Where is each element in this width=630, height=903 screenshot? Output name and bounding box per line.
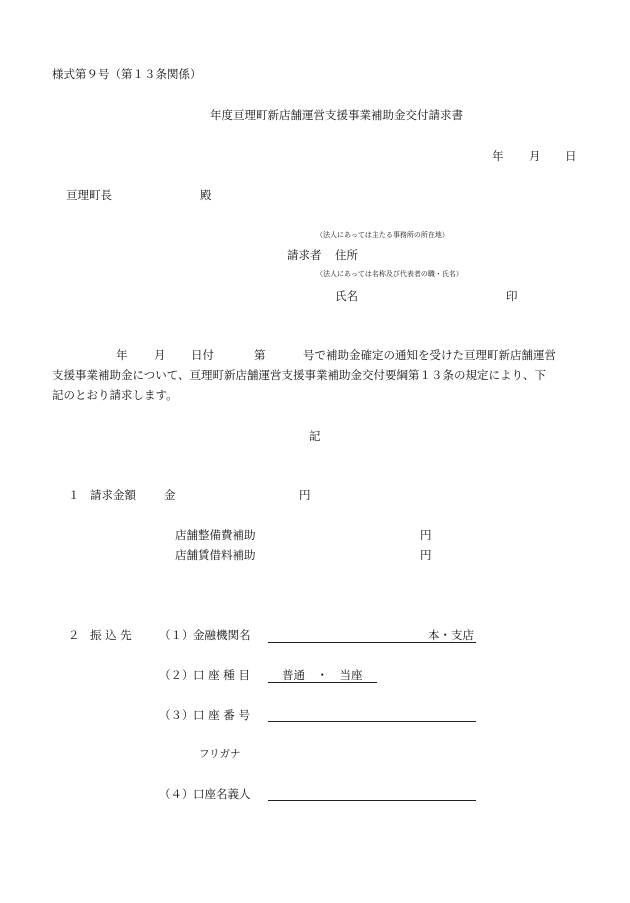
ref-no: 第 <box>254 348 266 362</box>
section2-number: ２ <box>68 628 80 642</box>
section1-label: 請求金額 <box>90 488 136 502</box>
item-unit: 円 <box>420 528 432 542</box>
document-title: 年度亘理町新店舗運営支援事業補助金交付請求書 <box>210 108 463 122</box>
section2-label: 振 込 先 <box>90 628 132 642</box>
bank-name-label: 金融機関名 <box>193 628 251 642</box>
address-note: （法人にあっては主たる事務所の所在地） <box>316 231 449 239</box>
ref-tail: 号で補助金確定の通知を受けた亘理町新店舗運営 <box>303 348 556 362</box>
bank-branch-suffix: 本・支店 <box>428 628 474 642</box>
ref-month: 月 <box>154 348 166 362</box>
name-label: 氏名 <box>335 289 358 303</box>
form-number: 様式第９号（第１３条関係） <box>52 67 202 81</box>
section1-number: １ <box>68 488 80 502</box>
account-holder-line <box>268 800 476 801</box>
date-day: 日 <box>565 149 577 163</box>
item-label: 店舗賃借料補助 <box>175 548 256 562</box>
account-type-options: 普通 ・ 当座 <box>282 668 363 682</box>
account-number-line <box>268 721 476 722</box>
amount-kin: 金 <box>164 488 176 502</box>
account-number-label: 口 座 番 号 <box>193 708 250 722</box>
item-unit: 円 <box>420 548 432 562</box>
date-month: 月 <box>529 149 541 163</box>
row-number: （１） <box>159 628 194 642</box>
row-number: （３） <box>159 708 194 722</box>
row-number: （４） <box>159 787 194 801</box>
account-type-label: 口 座 種 目 <box>193 668 250 682</box>
seal-mark: 印 <box>506 289 518 303</box>
address-label: 住所 <box>335 248 358 262</box>
furigana-label: フリガナ <box>199 748 241 760</box>
addressee-name: 亘理町長 <box>66 188 112 202</box>
requester-label: 請求者 <box>287 248 322 262</box>
amount-yen: 円 <box>299 488 311 502</box>
date-year: 年 <box>492 149 504 163</box>
row-number: （２） <box>159 668 194 682</box>
ref-day: 日付 <box>191 348 214 362</box>
item-label: 店舗整備費補助 <box>175 528 256 542</box>
body-line-2: 支援事業補助金について、亘理町新店舗運営支援事業補助金交付要綱第１３条の規定により、下 <box>52 368 547 382</box>
addressee-honorific: 殿 <box>200 188 212 202</box>
name-note: （法人にあっては名称及び代表者の職・氏名） <box>316 270 463 278</box>
ki-heading: 記 <box>309 429 321 443</box>
body-line-3: 記のとおり請求します。 <box>52 388 178 402</box>
account-holder-label: 口座名義人 <box>193 787 251 801</box>
bank-name-line <box>268 642 476 643</box>
account-type-line <box>268 682 377 683</box>
ref-year: 年 <box>116 348 128 362</box>
